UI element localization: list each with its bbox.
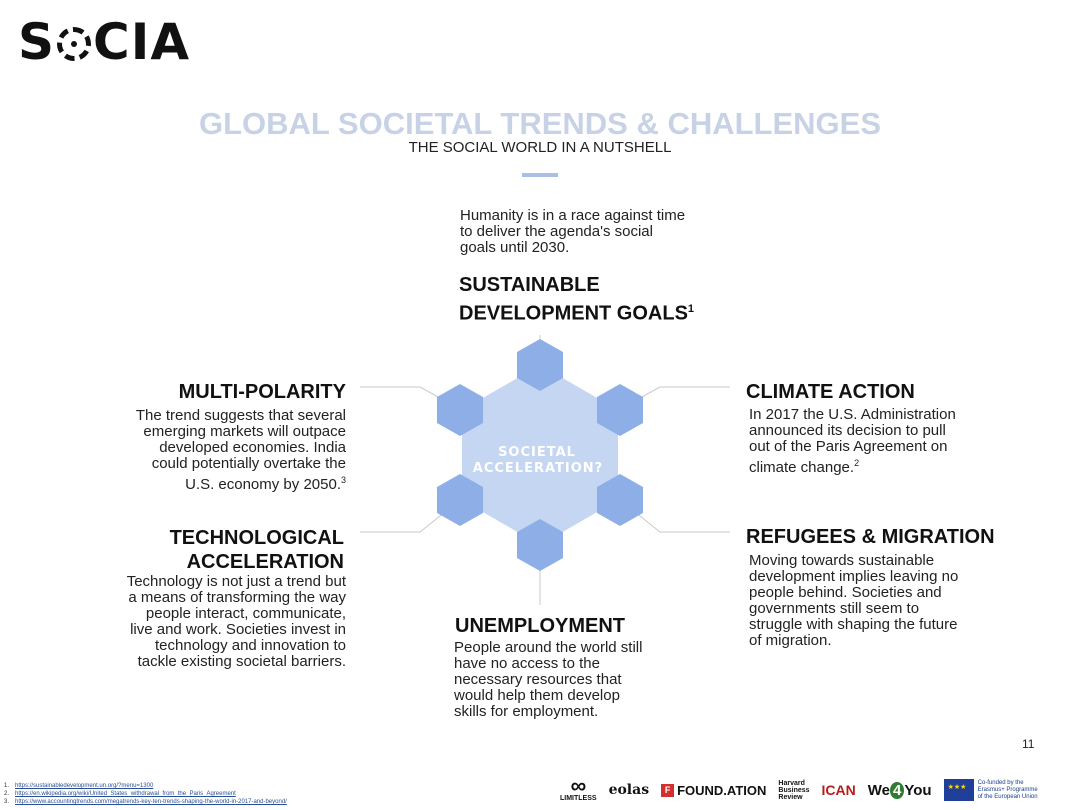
hbr-line: Business — [778, 786, 810, 794]
footnote-link[interactable]: https://en.wikipedia.org/wiki/United_States_withdrawal_from_the_Paris_Agreement — [15, 791, 236, 797]
limitless-text: LIMITLESS — [560, 795, 597, 802]
footnote-number: 3. — [4, 799, 10, 805]
we4you-four: 4 — [890, 782, 904, 799]
ican-logo: ICAN — [821, 782, 856, 798]
climate-footnote-ref: 2 — [854, 458, 860, 468]
footnote-item — [4, 790, 287, 798]
page-number: 11 — [1022, 737, 1035, 751]
infinity-icon: ∞ — [570, 773, 587, 798]
logo-text-s: S — [18, 13, 56, 71]
page-title: GLOBAL SOCIETAL TRENDS & CHALLENGES — [198, 106, 882, 141]
foundation-logo — [661, 783, 766, 798]
hbr-line: Review — [778, 793, 803, 801]
eu-line: Erasmus+ Programme — [977, 786, 1038, 793]
eolas-logo: eolas — [608, 782, 650, 798]
technological-heading: TECHNOLOGICAL ACCELERATION — [169, 527, 344, 573]
multipolarity-heading: MULTI-POLARITY — [178, 381, 346, 403]
limitless-logo — [560, 773, 597, 803]
unemployment-heading: UNEMPLOYMENT — [455, 615, 625, 637]
page-subtitle: THE SOCIAL WORLD IN A NUTSHELL — [408, 139, 672, 156]
multipolarity-body: The trend suggests that several emerging markets will outpace developed economies. India could potentially overtake the U.S. economy by 2050. — [135, 407, 346, 493]
we4you-logo — [868, 782, 932, 799]
footnote-item — [4, 798, 287, 806]
refugees-heading: REFUGEES & MIGRATION — [746, 526, 995, 548]
refugees-text: Moving towards sustainable development implies leaving no people behind. Societies and governments still seem to struggle with shaping the future of migration. — [749, 552, 959, 649]
eu-flag-icon — [944, 779, 974, 801]
foundation-box-icon: F — [661, 784, 674, 797]
sdg-heading — [459, 273, 719, 326]
partner-logos — [560, 773, 1060, 807]
hbr-logo — [778, 780, 809, 801]
eu-line: of the European Union — [977, 793, 1038, 800]
unemployment-text: People around the world still have no access to the necessary resources that would help them develop skills for employment. — [454, 639, 643, 720]
sdg-intro-text: Humanity is in a race against time to deliver the agenda's social goals until 2030. — [460, 207, 686, 256]
eu-erasmus-logo — [944, 779, 1038, 801]
center-label-line1: SOCIETAL — [498, 445, 576, 460]
sdg-heading-text: SUSTAINABLE DEVELOPMENT GOALS — [459, 274, 688, 325]
multipolarity-footnote-ref: 3 — [340, 475, 346, 485]
we4you-you: You — [904, 781, 932, 799]
climate-body: In 2017 the U.S. Administration announced its decision to pull out of the Paris Agreement on climate change. — [749, 406, 956, 476]
title-accent-bar — [522, 173, 558, 177]
multipolarity-text — [120, 408, 346, 493]
hexagon-diagram — [350, 330, 740, 610]
footnote-number: 1. — [4, 783, 10, 789]
climate-heading: CLIMATE ACTION — [746, 381, 915, 403]
hbr-line: Harvard — [778, 779, 805, 787]
footnote-link[interactable]: https://sustainabledevelopment.un.org/?menu=1300 — [15, 783, 154, 789]
footnote-number: 2. — [4, 791, 10, 797]
technological-text: Technology is not just a trend but a means of transforming the way people interact, communicate, live and work. Societies invest in technology and innovation to tackle existing societal barriers. — [126, 573, 346, 670]
we4you-we: We — [867, 781, 890, 799]
center-label-line2: ACCELERATION? — [472, 461, 604, 476]
eu-line: Co-funded by the — [977, 779, 1024, 786]
logo-ring-icon — [57, 27, 91, 61]
footnote-link[interactable]: https://www.accountingtrends.com/megatrends-key-ten-trends-shaping-the-world-in-2017-and-beyond/ — [15, 799, 287, 805]
foundation-text: FOUND.ATION — [677, 782, 767, 798]
socia-logo — [18, 14, 190, 70]
climate-text — [749, 407, 969, 476]
logo-text-cia: CIA — [93, 13, 191, 71]
footnote-item — [4, 782, 287, 790]
footnotes — [4, 782, 287, 806]
sdg-footnote-ref: 1 — [687, 303, 695, 315]
